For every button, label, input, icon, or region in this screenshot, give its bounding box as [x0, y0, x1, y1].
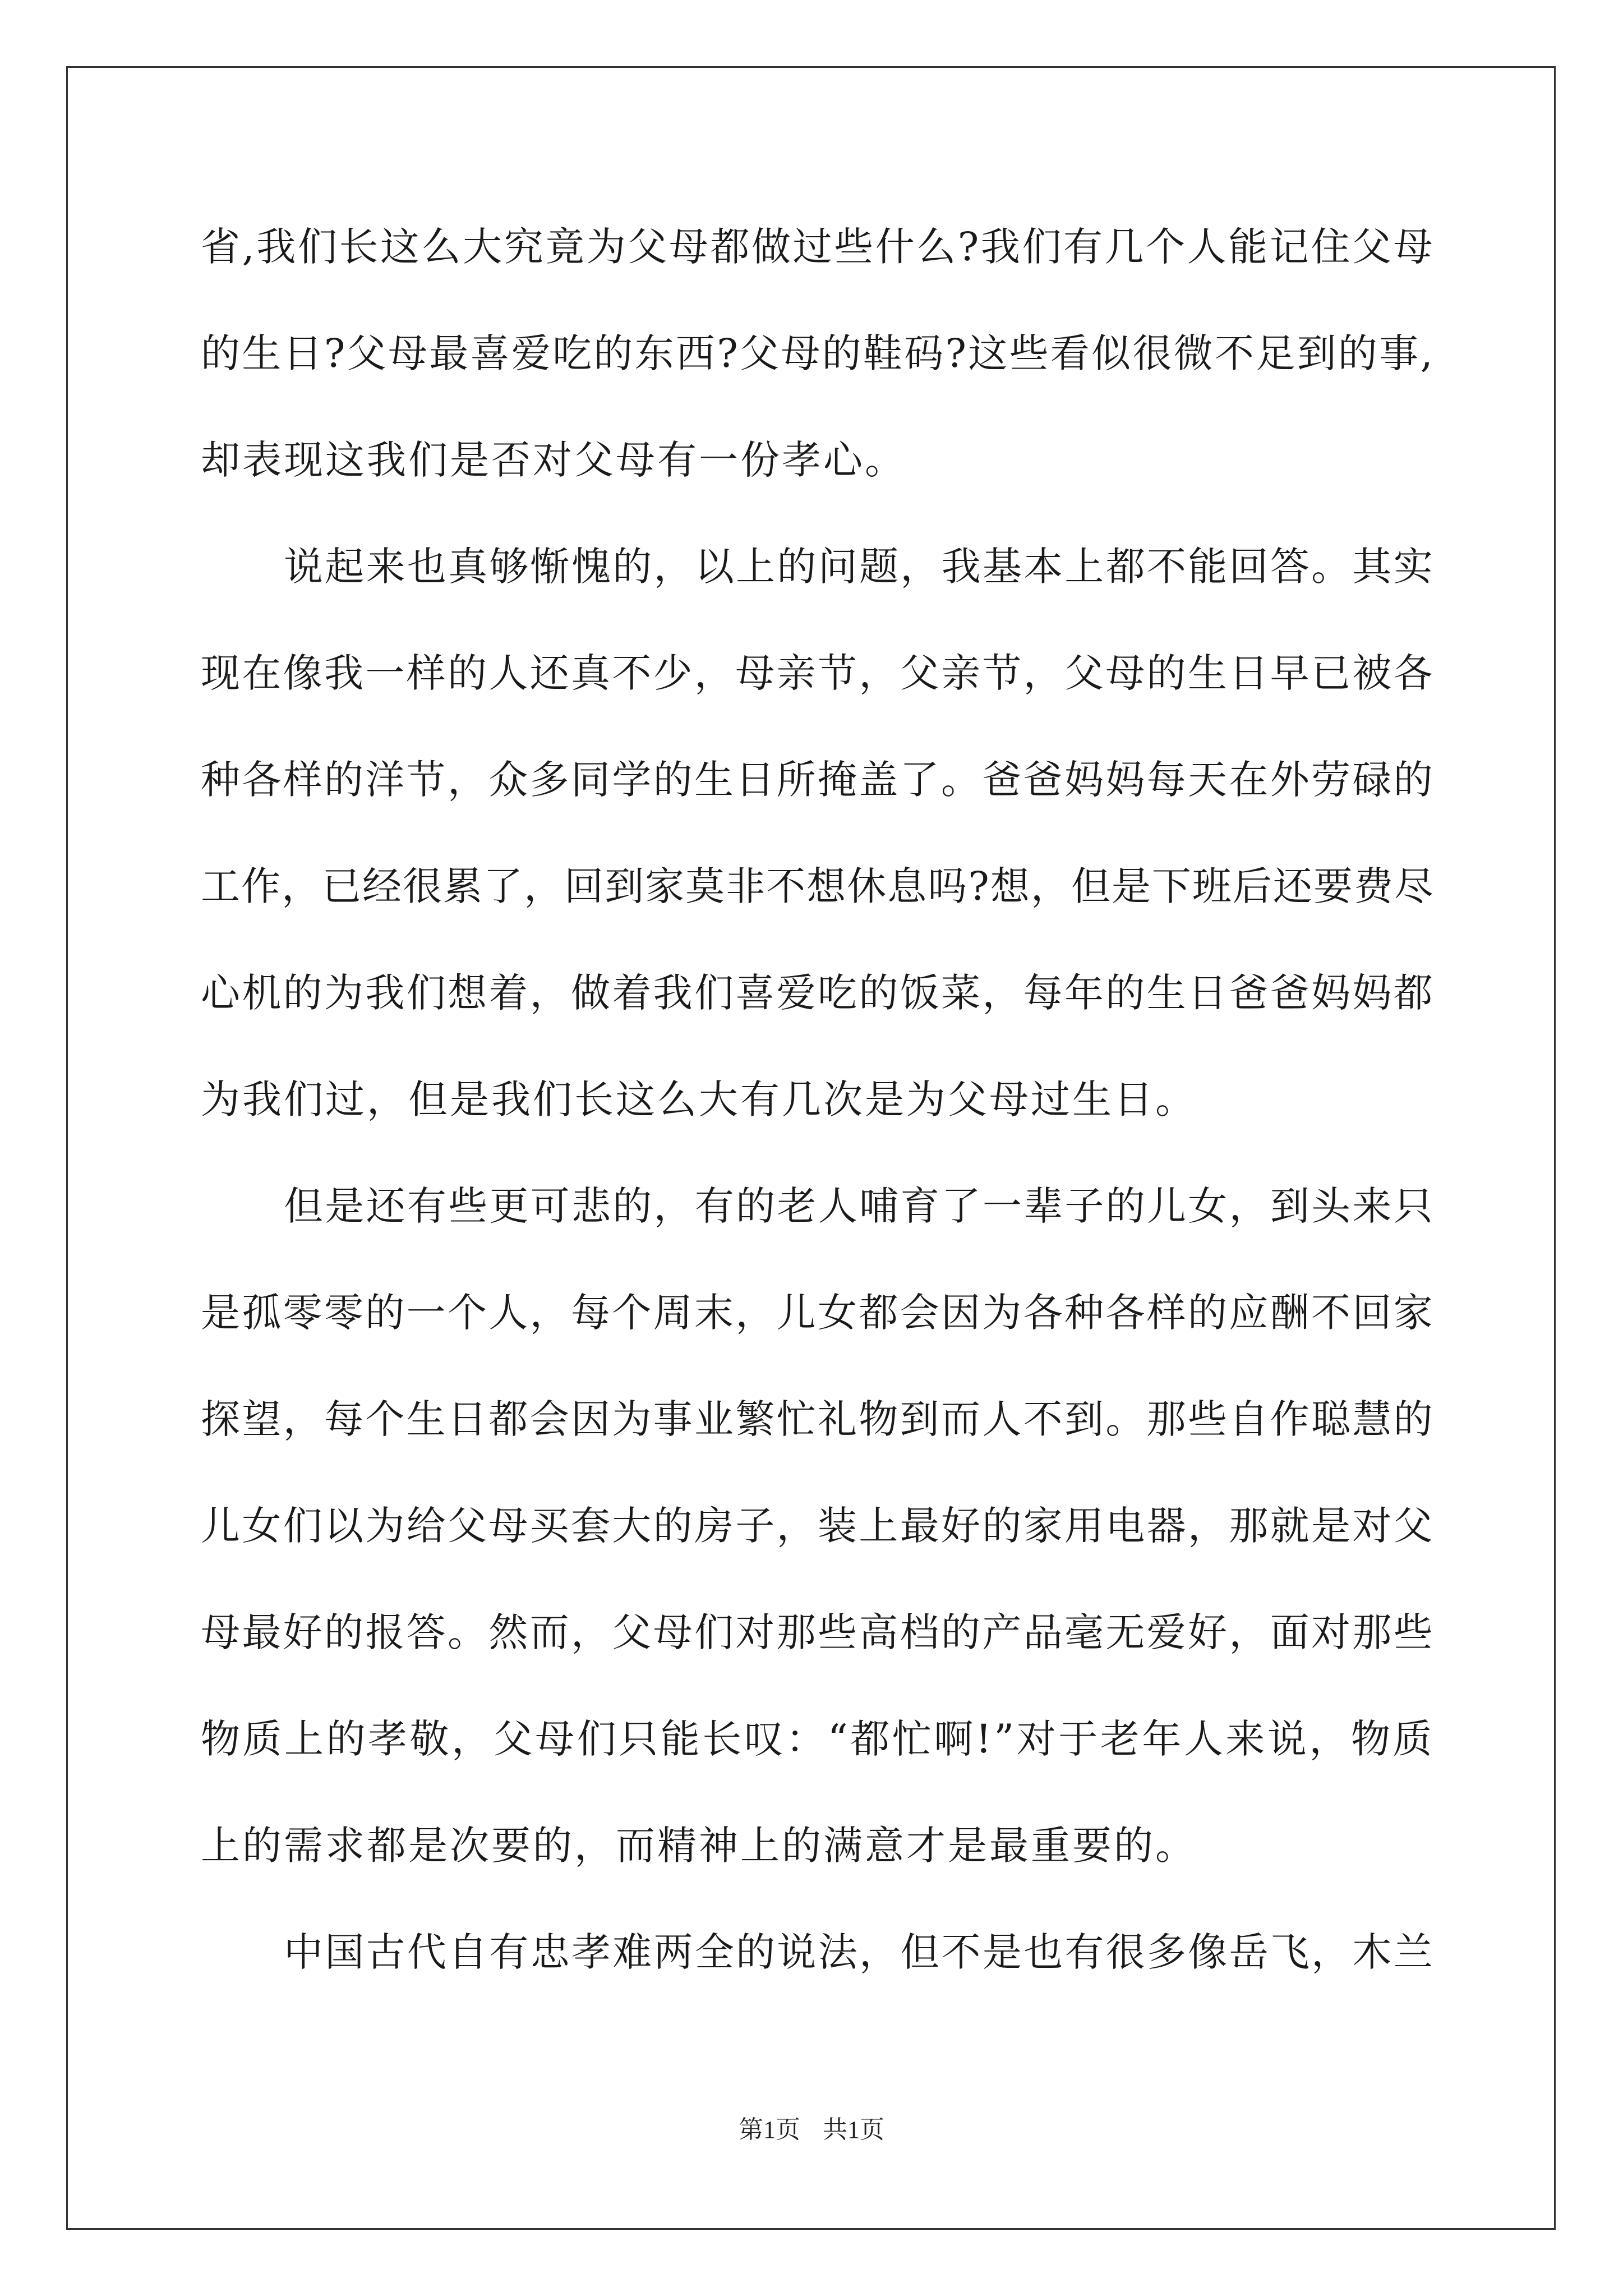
text-line: 上的需求都是次要的，而精神上的满意才是最重要的。	[201, 1823, 1197, 1869]
text-line: 心机的为我们想着，做着我们喜爱吃的饭菜，每年的生日爸爸妈妈都	[201, 970, 1435, 1016]
text-line: 儿女们以为给父母买套大的房子，装上最好的家用电器，那就是对父	[201, 1503, 1435, 1549]
page-footer	[0, 2109, 1623, 2145]
page-number-current: 第1页	[739, 2116, 800, 2143]
text-line: 为我们过，但是我们长这么大有几次是为父母过生日。	[201, 1076, 1197, 1122]
paragraph-first-line: 说起来也真够惭愧的，以上的问题，我基本上都不能回答。其实	[284, 544, 1435, 590]
text-line: 的生日?父母最喜爱吃的东西?父母的鞋码?这些看似很微不足到的事,	[201, 330, 1435, 376]
text-line: 物质上的孝敬，父母们只能长叹：“都忙啊!”对于老年人来说，物质	[201, 1716, 1435, 1762]
text-line: 探望，每个生日都会因为事业繁忙礼物到而人不到。那些自作聪慧的	[201, 1396, 1435, 1442]
text-line: 种各样的洋节，众多同学的生日所掩盖了。爸爸妈妈每天在外劳碌的	[201, 757, 1435, 803]
text-line: 是孤零零的一个人，每个周末，儿女都会因为各种各样的应酬不回家	[201, 1290, 1435, 1336]
document-body	[201, 213, 1435, 2025]
text-line: 省,我们长这么大究竟为父母都做过些什么?我们有几个人能记住父母	[201, 224, 1435, 270]
text-line: 工作，已经很累了，回到家莫非不想休息吗?想，但是下班后还要费尽	[201, 863, 1435, 909]
paragraph-first-line: 中国古代自有忠孝难两全的说法，但不是也有很多像岳飞，木兰	[284, 1929, 1435, 1975]
paragraph-first-line: 但是还有些更可悲的，有的老人哺育了一辈子的儿女，到头来只	[284, 1183, 1435, 1229]
text-line: 却表现这我们是否对父母有一份孝心。	[201, 437, 906, 483]
text-line: 母最好的报答。然而，父母们对那些高档的产品毫无爱好，面对那些	[201, 1609, 1435, 1655]
text-line: 现在像我一样的人还真不少，母亲节，父亲节，父母的生日早已被各	[201, 650, 1435, 696]
page-number-total: 共1页	[823, 2116, 884, 2143]
